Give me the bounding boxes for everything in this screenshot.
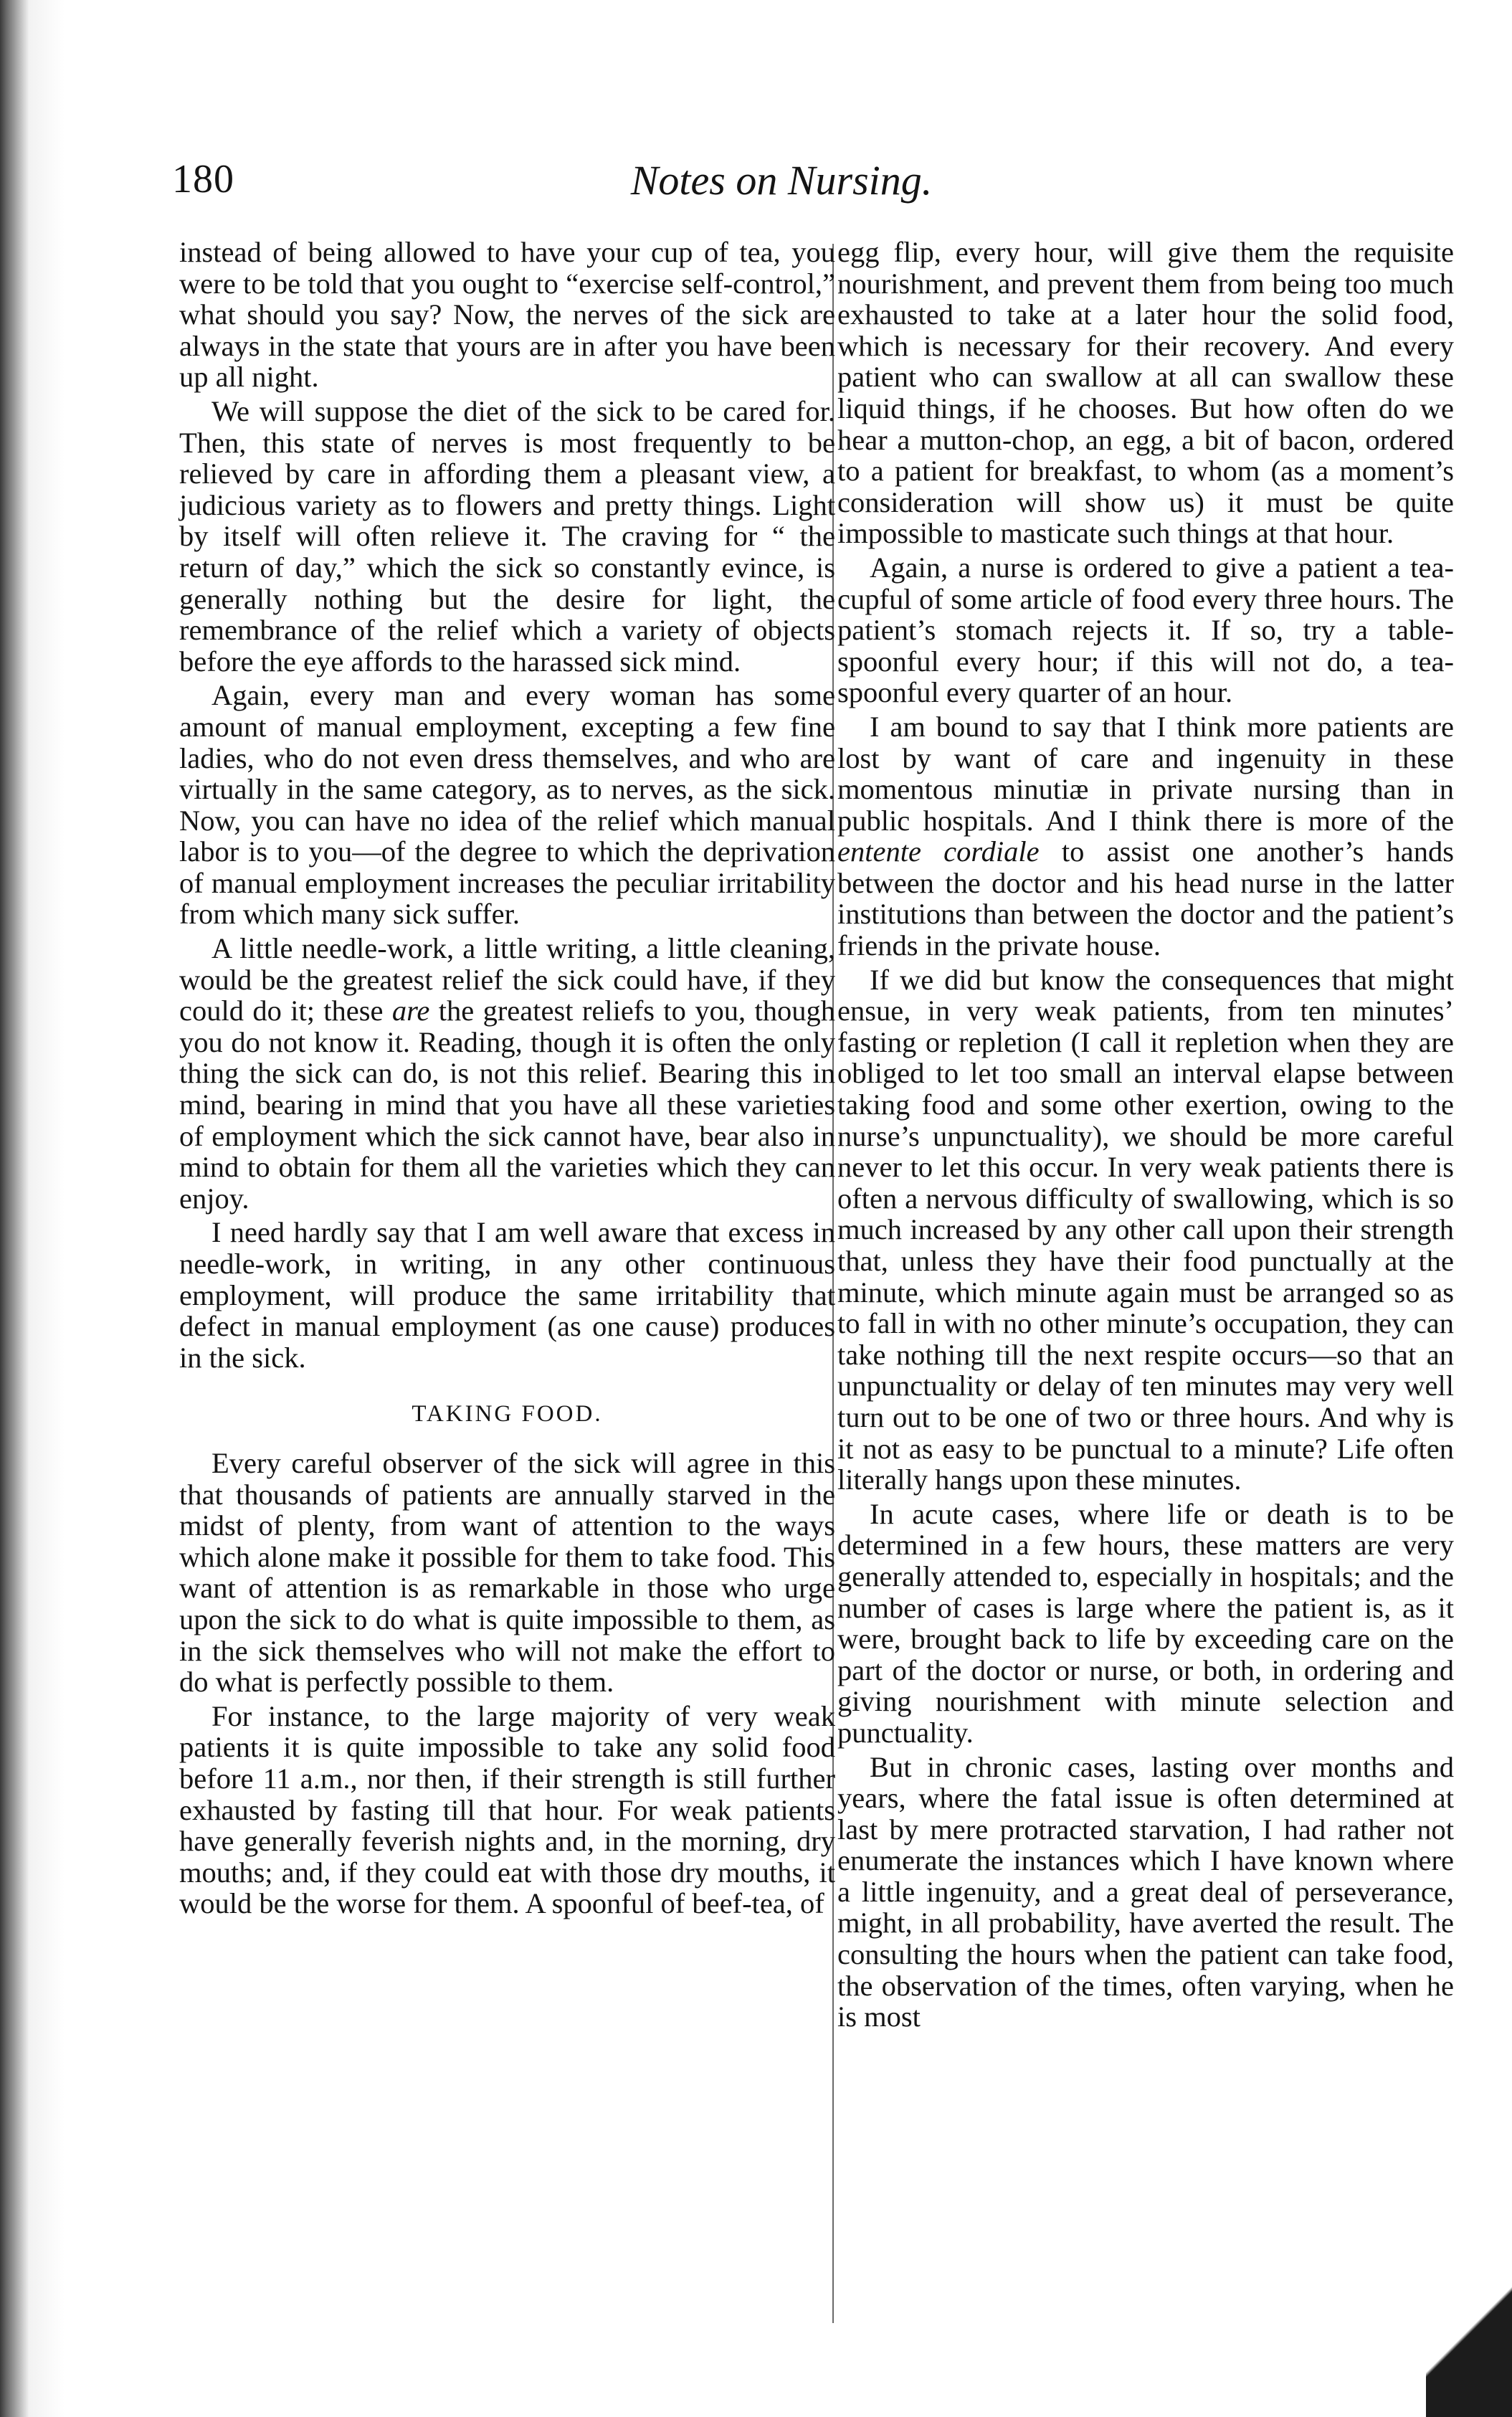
emphasized-text: entente cordiale <box>837 835 1040 868</box>
paragraph: I need hardly say that I am well aware that excess in needle-work, in writing, in any other continuous employment, will produce the same irritability that defect in manual employment (as one cause) produces in the sick. <box>179 1216 835 1374</box>
paragraph: But in chronic cases, lasting over months and years, where the fatal issue is often determined at last by mere protracted starvation, I had rather not enumerate the instances which I have known where a little ingenuity, and a great deal of perseverance, might, in all probability, have averted the result. The consulting the hours when the patient can take food, the observation of the times, often varying, when he is most <box>837 1750 1454 2033</box>
paragraph-text: the greatest reliefs to you, though you do not know it. Reading, though it is often the only thing the sick can do, is not this relief. Bearing this in mind, bearing in mind that you have all these varieties of employment which the sick cannot have, bear also in mind to obtain for them all the varieties which they can enjoy. <box>179 994 835 1215</box>
running-title: Notes on Nursing. <box>630 157 933 204</box>
book-binding-shadow <box>0 0 65 2417</box>
paragraph: egg flip, every hour, will give them the requisite nourishment, and prevent them from being too much exhausted to take at a later hour the solid food, which is necessary for their recovery. And every patient who can swallow at all can swallow these liquid things, if he chooses. But how often do we hear a mutton-chop, an egg, a bit of bacon, ordered to a patient for breakfast, to whom (as a moment’s consideration will show us) it must be quite impossible to masticate such things at that hour. <box>837 236 1454 550</box>
paragraph: If we did but know the consequences that might ensue, in very weak patients, from ten minutes’ fasting or repletion (I call it repletion when they are obliged to let too small an interval elapse between taking food and some other exertion, owing to the nurse’s unpunctuality), we should be more careful never to let this occur. In very weak patients there is often a nervous difficulty of swallowing, which is so much increased by any other call upon their strength that, unless they have their food punctually at the minute, which minute again must be arranged so as to fall in with no other minute’s occupation, they can take nothing till the next respite occurs—so that an unpunctuality or delay of ten minutes may very well turn out to be one of two or three hours. And why is it not as easy to be punctual to a minute? Life often literally hangs upon these minutes. <box>837 963 1454 1496</box>
paragraph: Every careful observer of the sick will agree in this that thousands of patients are annually starved in the midst of plenty, from want of attention to the ways which alone make it possible for them to take food. This want of attention is as remarkable in those who urge upon the sick to do what is quite impossible to them, as in the sick themselves who will not make the effort to do what is perfectly possible to them. <box>179 1446 835 1699</box>
page-corner-fold <box>1426 2252 1512 2417</box>
left-column <box>179 237 835 1922</box>
paragraph: Again, a nurse is ordered to give a patient a tea-cupful of some article of food every three hours. The patient’s stomach rejects it. If so, try a table-spoonful every hour; if this will not do, a tea-spoonful every quarter of an hour. <box>837 551 1454 709</box>
paragraph: Again, every man and every woman has some amount of manual employment, excepting a few fine ladies, who do not even dress themselves, and who are virtually in the same category, as to nerves, as the sick. Now, you can have no idea of the relief which manual labor is to you—of the degree to which the deprivation of manual employment increases the peculiar irritability from which many sick suffer. <box>179 679 835 931</box>
paragraph <box>179 933 835 1214</box>
paragraph: For instance, to the large majority of very weak patients it is quite impossible to take any solid food before 11 a.m., nor then, if their strength is still further exhausted by fasting till that hour. For weak patients have generally feverish nights and, in the morning, dry mouths; and, if they could eat with those dry mouths, it would be the worse for them. A spoonful of beef-tea, of <box>179 1699 835 1920</box>
emphasized-text: are <box>391 994 430 1027</box>
paragraph <box>837 711 1454 961</box>
paragraph: instead of being allowed to have your cup of tea, you were to be told that you ought to “exercise self-control,” what should you say? Now, the nerves of the sick are always in the state that yours are in after you have been up all night. <box>179 236 835 394</box>
paragraph: We will suppose the diet of the sick to be cared for. Then, this state of nerves is most frequently to be relieved by care in affording them a pleasant view, a judicious variety as to flowers and pretty things. Light by itself will often relieve it. The craving for “ the return of day,” which the sick so constantly evince, is generally nothing but the desire for light, the remembrance of the relief which a variety of objects before the eye affords to the harassed sick mind. <box>179 394 835 678</box>
paragraph-text: A little needle-work, a little writing, a little cleaning, would be the greatest relief the sick could have, if they could do it; these <box>179 932 835 1027</box>
page-header <box>172 156 1391 214</box>
paragraph: In acute cases, where life or death is to be determined in a few hours, these matters are very generally attended to, especially in hospitals; and the number of cases is large where the patient is, as it were, brought back to life by exceeding care on the part of the doctor or nurse, or both, in ordering and giving nourishment with minute selection and punctuality. <box>837 1497 1454 1749</box>
section-heading: TAKING FOOD. <box>412 1401 603 1428</box>
paragraph-text: I am bound to say that I think more patients are lost by want of care and ingenuity in these momentous minutiæ in private nursing than in public hospitals. And I think there is more of the <box>837 710 1454 837</box>
paragraph-text: to assist one another’s hands between the doctor and his head nurse in the latter institutions than between the doctor and the patient’s friends in the private house. <box>837 835 1454 962</box>
right-column <box>837 237 1454 2036</box>
page-number: 180 <box>172 157 234 201</box>
